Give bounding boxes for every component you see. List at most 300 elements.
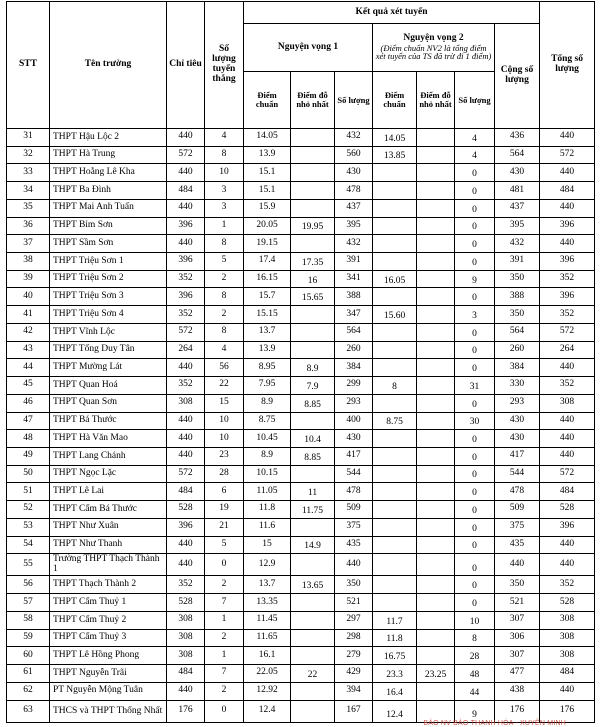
row-quota: 308 <box>167 394 205 412</box>
row-stt: 59 <box>7 629 50 647</box>
table-row <box>7 412 595 430</box>
row-nv1-lowest <box>291 199 335 217</box>
row-nv2-count: 0 <box>455 465 495 483</box>
row-nv2-cutoff: 8.75 <box>373 412 417 430</box>
row-nv1-lowest: 7.9 <box>291 377 335 395</box>
header-quota: Chỉ tiêu <box>167 2 205 129</box>
row-total: 308 <box>540 394 595 412</box>
row-nv1-lowest <box>291 594 335 612</box>
row-nv1-lowest <box>291 164 335 182</box>
header-nv1-cutoff: Điểm chuẩn <box>244 72 291 129</box>
row-nv1-lowest <box>291 554 335 576</box>
row-nv1-count: 478 <box>335 483 373 501</box>
row-nv1-cutoff: 20.05 <box>244 217 291 235</box>
row-nv2-count: 0 <box>455 594 495 612</box>
row-nv2-lowest <box>417 483 455 501</box>
row-direct: 4 <box>205 129 244 147</box>
admission-results-table <box>6 1 595 723</box>
row-nv1-count: 388 <box>335 288 373 306</box>
row-nv1-cutoff: 15 <box>244 536 291 554</box>
row-direct: 0 <box>205 700 244 723</box>
row-stt: 53 <box>7 518 50 536</box>
row-direct: 10 <box>205 164 244 182</box>
row-nv2-count: 4 <box>455 129 495 147</box>
row-nv2-count: 0 <box>455 199 495 217</box>
row-nv1-cutoff: 12.92 <box>244 682 291 700</box>
table-row <box>7 129 595 147</box>
row-stt: 63 <box>7 700 50 723</box>
row-quota: 396 <box>167 217 205 235</box>
row-quota: 440 <box>167 447 205 465</box>
row-stt: 46 <box>7 394 50 412</box>
row-total: 528 <box>540 501 595 519</box>
row-nv1-cutoff: 8.9 <box>244 447 291 465</box>
row-nv2-cutoff: 12.4 <box>373 700 417 723</box>
row-nv1-count: 432 <box>335 235 373 253</box>
row-quota: 264 <box>167 341 205 359</box>
row-nv2-lowest <box>417 359 455 377</box>
row-stt: 33 <box>7 164 50 182</box>
row-nv1-count: 375 <box>335 518 373 536</box>
row-nv1-count: 435 <box>335 536 373 554</box>
row-nv1-cutoff: 8.75 <box>244 412 291 430</box>
row-nv2-lowest <box>417 518 455 536</box>
row-nv1-cutoff: 16.1 <box>244 647 291 665</box>
row-total: 308 <box>540 611 595 629</box>
row-sum: 430 <box>495 164 540 182</box>
header-results: Kết quả xét tuyển <box>244 2 540 24</box>
row-nv2-lowest <box>417 341 455 359</box>
row-nv2-cutoff <box>373 594 417 612</box>
row-nv1-count: 167 <box>335 700 373 723</box>
row-total: 396 <box>540 518 595 536</box>
row-nv1-count: 560 <box>335 146 373 164</box>
header-nv2-count: Số lượng <box>455 72 495 129</box>
row-nv2-cutoff <box>373 447 417 465</box>
row-total: 352 <box>540 270 595 288</box>
row-nv1-lowest: 10.4 <box>291 430 335 448</box>
row-nv1-lowest: 11 <box>291 483 335 501</box>
row-direct: 28 <box>205 465 244 483</box>
row-nv2-count: 9 <box>455 700 495 723</box>
row-total: 572 <box>540 323 595 341</box>
row-nv2-lowest <box>417 146 455 164</box>
row-quota: 440 <box>167 430 205 448</box>
row-nv1-cutoff: 8.9 <box>244 394 291 412</box>
row-stt: 32 <box>7 146 50 164</box>
row-school-name: THPT Bỉm Sơn <box>50 217 167 235</box>
row-nv2-lowest <box>417 611 455 629</box>
row-school-name: THPT Mai Anh Tuấn <box>50 199 167 217</box>
row-nv2-cutoff: 15.60 <box>373 306 417 324</box>
row-total: 352 <box>540 377 595 395</box>
row-total: 440 <box>540 164 595 182</box>
row-quota: 440 <box>167 199 205 217</box>
row-sum: 481 <box>495 182 540 200</box>
table-row <box>7 518 595 536</box>
row-nv2-count: 0 <box>455 447 495 465</box>
table-row <box>7 306 595 324</box>
row-nv1-lowest: 19.95 <box>291 217 335 235</box>
row-nv2-cutoff: 14.05 <box>373 129 417 147</box>
row-school-name: THPT Lê Lai <box>50 483 167 501</box>
row-nv2-count: 0 <box>455 483 495 501</box>
row-quota: 440 <box>167 412 205 430</box>
row-stt: 54 <box>7 536 50 554</box>
row-nv1-lowest <box>291 146 335 164</box>
row-total: 484 <box>540 483 595 501</box>
table-row <box>7 554 595 576</box>
row-direct: 4 <box>205 341 244 359</box>
row-school-name: THPT Thạch Thành 2 <box>50 576 167 594</box>
row-nv2-lowest <box>417 270 455 288</box>
row-nv1-cutoff: 17.4 <box>244 253 291 271</box>
row-stt: 40 <box>7 288 50 306</box>
row-nv1-lowest: 17.35 <box>291 253 335 271</box>
row-direct: 56 <box>205 359 244 377</box>
row-total: 440 <box>540 447 595 465</box>
row-stt: 62 <box>7 682 50 700</box>
row-school-name: THPT Cẩm Thuỷ 3 <box>50 629 167 647</box>
row-nv2-lowest <box>417 554 455 576</box>
row-total: 484 <box>540 665 595 683</box>
table-row <box>7 576 595 594</box>
row-nv1-lowest <box>291 465 335 483</box>
row-nv1-cutoff: 13.9 <box>244 341 291 359</box>
header-nv1: Nguyện vọng 1 <box>244 24 373 72</box>
row-stt: 60 <box>7 647 50 665</box>
row-nv1-count: 395 <box>335 217 373 235</box>
row-nv2-lowest <box>417 306 455 324</box>
row-nv1-count: 279 <box>335 647 373 665</box>
row-stt: 38 <box>7 253 50 271</box>
row-quota: 440 <box>167 682 205 700</box>
table-row <box>7 536 595 554</box>
row-sum: 438 <box>495 682 540 700</box>
row-sum: 478 <box>495 483 540 501</box>
row-direct: 8 <box>205 146 244 164</box>
row-nv1-count: 544 <box>335 465 373 483</box>
row-nv2-count: 0 <box>455 217 495 235</box>
row-nv2-lowest <box>417 647 455 665</box>
row-school-name: THPT Cẩm Thuỷ 2 <box>50 611 167 629</box>
row-sum: 521 <box>495 594 540 612</box>
row-nv2-count: 3 <box>455 306 495 324</box>
row-nv1-count: 347 <box>335 306 373 324</box>
row-nv1-lowest <box>291 518 335 536</box>
row-nv1-count: 430 <box>335 164 373 182</box>
row-nv1-count: 417 <box>335 447 373 465</box>
row-nv1-lowest: 14.9 <box>291 536 335 554</box>
row-nv2-count: 0 <box>455 323 495 341</box>
row-nv2-cutoff: 13.85 <box>373 146 417 164</box>
row-direct: 2 <box>205 682 244 700</box>
row-stt: 31 <box>7 129 50 147</box>
row-direct: 6 <box>205 483 244 501</box>
row-school-name: THPT Như Thanh <box>50 536 167 554</box>
row-nv2-lowest <box>417 253 455 271</box>
row-nv1-lowest <box>291 129 335 147</box>
header-nv2-title: Nguyện vọng 2 <box>403 32 464 43</box>
row-nv1-lowest <box>291 306 335 324</box>
row-quota: 440 <box>167 235 205 253</box>
row-nv1-cutoff: 12.4 <box>244 700 291 723</box>
row-quota: 396 <box>167 253 205 271</box>
row-nv2-lowest <box>417 235 455 253</box>
row-nv2-count: 28 <box>455 647 495 665</box>
row-nv2-lowest <box>417 536 455 554</box>
row-quota: 440 <box>167 359 205 377</box>
row-nv1-count: 384 <box>335 359 373 377</box>
row-nv2-count: 0 <box>455 341 495 359</box>
table-row <box>7 359 595 377</box>
row-nv1-lowest <box>291 182 335 200</box>
row-nv2-cutoff <box>373 288 417 306</box>
row-nv1-count: 430 <box>335 430 373 448</box>
row-stt: 47 <box>7 412 50 430</box>
row-direct: 10 <box>205 430 244 448</box>
row-nv2-cutoff <box>373 501 417 519</box>
row-stt: 52 <box>7 501 50 519</box>
row-quota: 352 <box>167 270 205 288</box>
row-nv1-count: 298 <box>335 629 373 647</box>
row-nv1-count: 293 <box>335 394 373 412</box>
row-nv2-cutoff <box>373 235 417 253</box>
row-quota: 352 <box>167 306 205 324</box>
row-sum: 564 <box>495 323 540 341</box>
row-sum: 435 <box>495 536 540 554</box>
table-row <box>7 665 595 683</box>
row-nv1-cutoff: 14.05 <box>244 129 291 147</box>
row-direct: 8 <box>205 235 244 253</box>
table-row <box>7 341 595 359</box>
row-nv2-lowest <box>417 217 455 235</box>
row-direct: 1 <box>205 647 244 665</box>
row-nv2-cutoff <box>373 554 417 576</box>
table-body <box>7 129 595 723</box>
row-nv2-lowest <box>417 199 455 217</box>
row-sum: 330 <box>495 377 540 395</box>
row-nv1-count: 440 <box>335 554 373 576</box>
row-school-name: THPT Quan Hoá <box>50 377 167 395</box>
row-nv2-count: 30 <box>455 412 495 430</box>
row-nv2-lowest <box>417 576 455 594</box>
row-stt: 42 <box>7 323 50 341</box>
row-nv2-count: 48 <box>455 665 495 683</box>
row-nv1-cutoff: 11.6 <box>244 518 291 536</box>
row-nv1-count: 260 <box>335 341 373 359</box>
row-direct: 10 <box>205 412 244 430</box>
table-row <box>7 164 595 182</box>
row-nv1-lowest: 11.75 <box>291 501 335 519</box>
row-total: 440 <box>540 235 595 253</box>
row-stt: 34 <box>7 182 50 200</box>
row-stt: 48 <box>7 430 50 448</box>
row-nv2-count: 0 <box>455 164 495 182</box>
row-school-name: THPT Hà Trung <box>50 146 167 164</box>
row-nv2-cutoff <box>373 518 417 536</box>
row-sum: 388 <box>495 288 540 306</box>
table-row <box>7 146 595 164</box>
row-sum: 564 <box>495 146 540 164</box>
row-total: 528 <box>540 594 595 612</box>
table-row <box>7 483 595 501</box>
row-sum: 350 <box>495 306 540 324</box>
row-nv1-cutoff: 11.45 <box>244 611 291 629</box>
row-total: 440 <box>540 554 595 576</box>
table-row <box>7 270 595 288</box>
header-direct: Số lượng tuyển thẳng <box>205 2 244 129</box>
table-row <box>7 501 595 519</box>
row-quota: 396 <box>167 288 205 306</box>
row-sum: 430 <box>495 412 540 430</box>
row-sum: 350 <box>495 270 540 288</box>
row-direct: 2 <box>205 576 244 594</box>
row-nv2-lowest <box>417 412 455 430</box>
row-stt: 43 <box>7 341 50 359</box>
row-stt: 44 <box>7 359 50 377</box>
row-direct: 7 <box>205 665 244 683</box>
row-nv1-lowest <box>291 647 335 665</box>
row-nv2-count: 0 <box>455 536 495 554</box>
row-sum: 430 <box>495 430 540 448</box>
row-direct: 5 <box>205 536 244 554</box>
row-school-name: THPT Lê Hồng Phong <box>50 647 167 665</box>
row-nv1-cutoff: 15.1 <box>244 182 291 200</box>
row-school-name: THCS và THPT Thống Nhất <box>50 700 167 723</box>
row-nv2-cutoff <box>373 430 417 448</box>
row-nv1-cutoff: 13.9 <box>244 146 291 164</box>
row-sum: 509 <box>495 501 540 519</box>
table-row <box>7 394 595 412</box>
row-quota: 528 <box>167 501 205 519</box>
row-nv1-count: 299 <box>335 377 373 395</box>
row-total: 396 <box>540 288 595 306</box>
row-total: 572 <box>540 146 595 164</box>
row-sum: 260 <box>495 341 540 359</box>
row-school-name: THPT Vĩnh Lộc <box>50 323 167 341</box>
row-nv2-cutoff: 11.7 <box>373 611 417 629</box>
row-stt: 41 <box>7 306 50 324</box>
row-school-name: THPT Triệu Sơn 4 <box>50 306 167 324</box>
row-nv2-lowest <box>417 430 455 448</box>
header-nv2-lowest: Điểm đỗ nhỏ nhất <box>417 72 455 129</box>
row-nv2-count: 0 <box>455 554 495 576</box>
row-nv2-count: 0 <box>455 576 495 594</box>
table-row <box>7 235 595 253</box>
row-direct: 21 <box>205 518 244 536</box>
table-row <box>7 199 595 217</box>
row-total: 440 <box>540 536 595 554</box>
row-sum: 417 <box>495 447 540 465</box>
row-nv1-cutoff: 8.95 <box>244 359 291 377</box>
row-sum: 293 <box>495 394 540 412</box>
row-stt: 37 <box>7 235 50 253</box>
table-row <box>7 288 595 306</box>
row-nv2-count: 0 <box>455 518 495 536</box>
row-nv1-cutoff: 15.7 <box>244 288 291 306</box>
row-nv1-cutoff: 22.05 <box>244 665 291 683</box>
row-quota: 308 <box>167 629 205 647</box>
table-row <box>7 629 595 647</box>
row-school-name: PT Nguyễn Mộng Tuân <box>50 682 167 700</box>
row-total: 308 <box>540 647 595 665</box>
row-nv1-lowest: 8.85 <box>291 447 335 465</box>
row-quota: 308 <box>167 647 205 665</box>
row-direct: 1 <box>205 217 244 235</box>
row-nv1-lowest: 15.65 <box>291 288 335 306</box>
row-nv1-cutoff: 15.15 <box>244 306 291 324</box>
row-nv2-cutoff <box>373 359 417 377</box>
row-nv1-count: 394 <box>335 682 373 700</box>
row-direct: 15 <box>205 394 244 412</box>
row-nv1-lowest: 22 <box>291 665 335 683</box>
row-school-name: THPT Quan Sơn <box>50 394 167 412</box>
row-quota: 352 <box>167 377 205 395</box>
row-quota: 440 <box>167 536 205 554</box>
row-nv2-cutoff <box>373 341 417 359</box>
header-nv2-note: (Điểm chuẩn NV2 là tổng điểm xét tuyển của TS đã trừ đi 1 điểm) <box>375 42 492 62</box>
row-nv2-cutoff <box>373 253 417 271</box>
row-nv2-count: 0 <box>455 253 495 271</box>
row-nv1-count: 391 <box>335 253 373 271</box>
row-sum: 306 <box>495 629 540 647</box>
row-nv2-count: 0 <box>455 182 495 200</box>
row-nv1-lowest: 8.9 <box>291 359 335 377</box>
row-total: 352 <box>540 576 595 594</box>
row-total: 396 <box>540 217 595 235</box>
row-nv1-cutoff: 19.15 <box>244 235 291 253</box>
row-quota: 396 <box>167 518 205 536</box>
row-nv1-count: 437 <box>335 199 373 217</box>
row-quota: 572 <box>167 465 205 483</box>
row-direct: 0 <box>205 554 244 576</box>
row-stt: 57 <box>7 594 50 612</box>
row-sum: 477 <box>495 665 540 683</box>
table-row <box>7 182 595 200</box>
row-total: 352 <box>540 306 595 324</box>
row-total: 440 <box>540 682 595 700</box>
row-nv1-count: 432 <box>335 129 373 147</box>
row-sum: 350 <box>495 576 540 594</box>
row-nv2-count: 0 <box>455 235 495 253</box>
row-total: 396 <box>540 253 595 271</box>
row-nv2-count: 0 <box>455 288 495 306</box>
row-nv1-lowest <box>291 323 335 341</box>
row-total: 308 <box>540 629 595 647</box>
row-nv1-lowest: 16 <box>291 270 335 288</box>
row-stt: 49 <box>7 447 50 465</box>
row-total: 264 <box>540 341 595 359</box>
table-row <box>7 594 595 612</box>
row-sum: 307 <box>495 611 540 629</box>
row-sum: 395 <box>495 217 540 235</box>
row-total: 484 <box>540 182 595 200</box>
row-nv2-cutoff <box>373 164 417 182</box>
row-quota: 484 <box>167 665 205 683</box>
header-school: Tên trường <box>50 2 167 129</box>
row-nv1-cutoff: 13.35 <box>244 594 291 612</box>
row-nv1-cutoff: 10.45 <box>244 430 291 448</box>
row-school-name: THPT Tống Duy Tân <box>50 341 167 359</box>
row-nv2-count: 31 <box>455 377 495 395</box>
row-school-name: THPT Mường Lát <box>50 359 167 377</box>
header-nv2-cutoff: Điểm chuẩn <box>373 72 417 129</box>
row-direct: 2 <box>205 306 244 324</box>
row-school-name: THPT Triệu Sơn 2 <box>50 270 167 288</box>
row-school-name: THPT Như Xuân <box>50 518 167 536</box>
row-direct: 3 <box>205 199 244 217</box>
